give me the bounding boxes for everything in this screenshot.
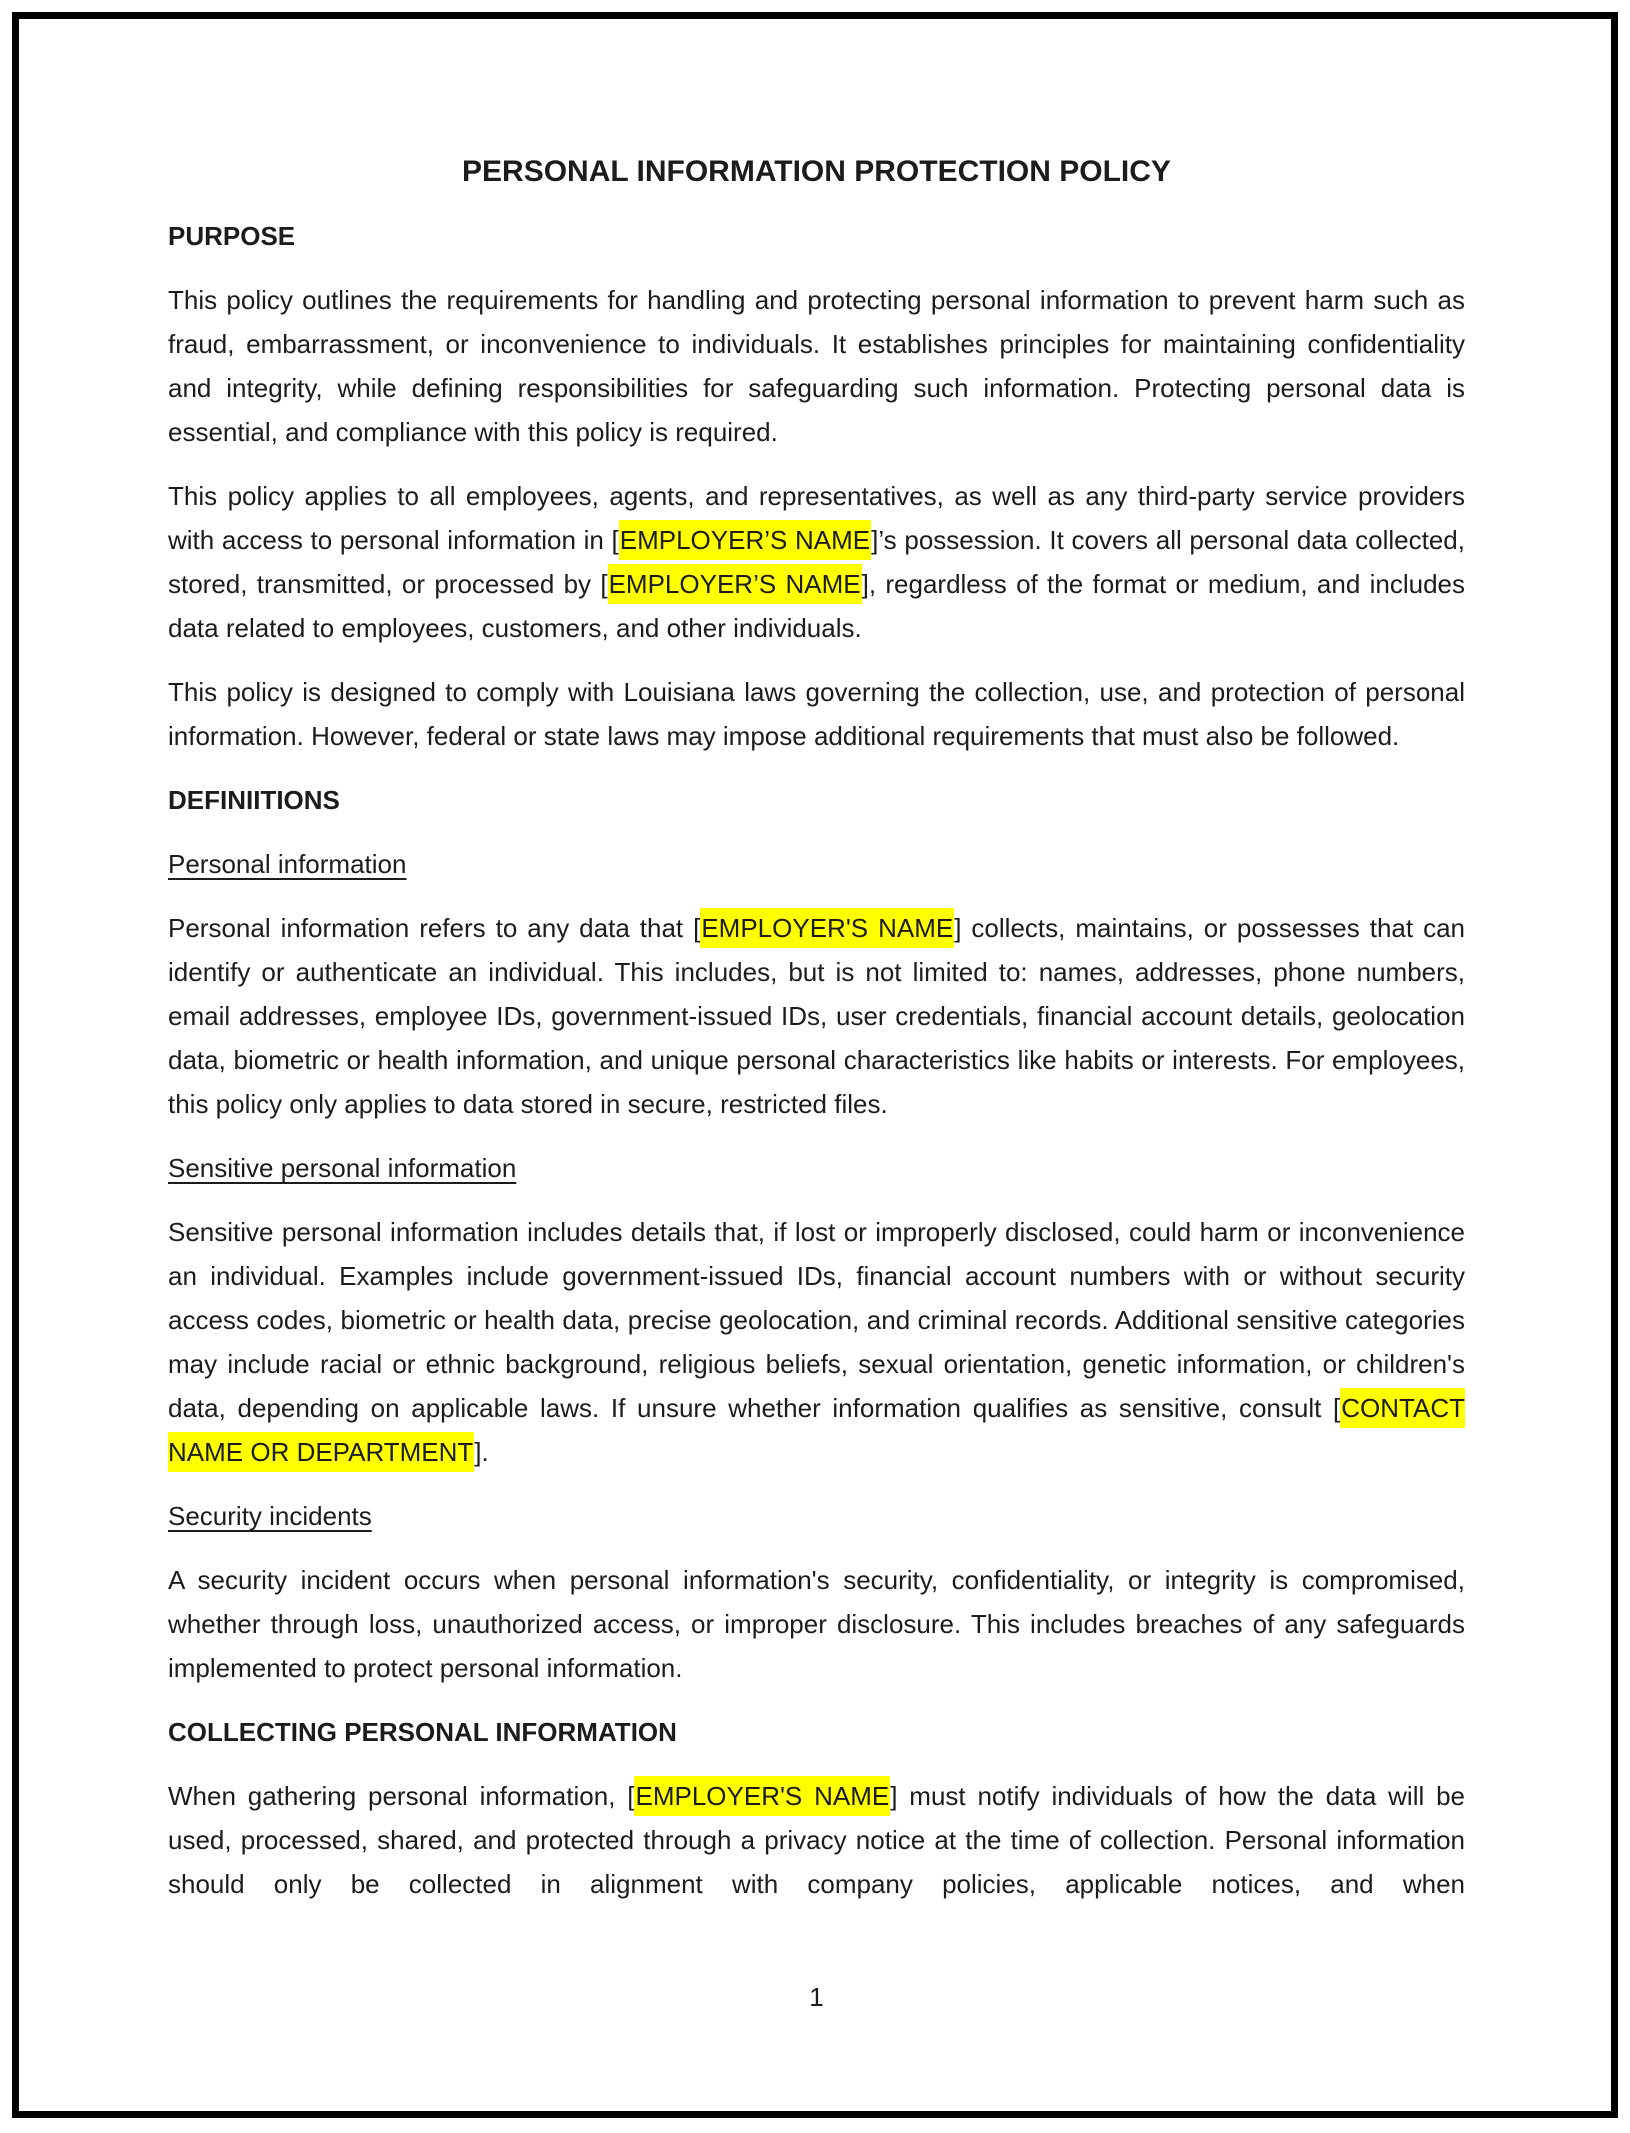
- underlined-text: Security incidents: [168, 1501, 372, 1531]
- paragraph-security-incidents: [168, 1558, 1465, 1690]
- heading-purpose: PURPOSE: [168, 221, 296, 251]
- text-run: ] collects, maintains, or possesses that can identify or authenticate an individual. This includes, but is not limited to: names, addresses, phone numbers, email addresses, employee IDs, government-issued IDs, user credentials, financial account details, geolocation data, biometric or health information, and unique personal characteristics like habits or interests. For employees, this policy only applies to data stored in secure, restricted files.: [168, 913, 1465, 1119]
- page-number: 1: [809, 1982, 824, 2012]
- highlighted-placeholder-employer-name: EMPLOYER'S NAME: [700, 908, 954, 948]
- text-run: ].: [474, 1437, 489, 1467]
- subheading-sensitive-personal-information: [168, 1146, 1465, 1190]
- paragraph-scope: [168, 474, 1465, 650]
- highlighted-placeholder-contact-name: CONTACT NAME OR DEPARTMENT: [168, 1388, 1465, 1472]
- text-run: Personal information refers to any data that [: [168, 913, 701, 943]
- paragraph-collecting-information: [168, 1774, 1465, 1906]
- paragraph-sensitive-information: [168, 1210, 1465, 1474]
- heading-definitions: DEFINIITIONS: [168, 785, 340, 815]
- text-run: This policy outlines the requirements for handling and protecting personal information to prevent harm such as fraud, embarrassment, or inconvenience to individuals. It establishes principles for maintaining confidentiality and integrity, while defining responsibilities for safeguarding such information. Protecting personal data is essential, and compliance with this policy is required.: [168, 285, 1465, 447]
- paragraph-louisiana-law: [168, 670, 1465, 758]
- text-run: This policy applies to all employees, agents, and representatives, as well as any third-party service providers with access to personal information in [: [168, 481, 1465, 555]
- text-run: ]’s possession. It covers all personal data collected, stored, transmitted, or processed by [: [168, 525, 1465, 599]
- highlighted-placeholder-employer-name: EMPLOYER’S NAME: [608, 564, 862, 604]
- paragraph-personal-information: [168, 906, 1465, 1126]
- heading-collecting-personal-information: COLLECTING PERSONAL INFORMATION: [168, 1717, 677, 1747]
- document-title: PERSONAL INFORMATION PROTECTION POLICY: [462, 155, 1171, 188]
- text-run: ] must notify individuals of how the data will be used, processed, shared, and protected through a privacy notice at the time of collection. Personal information should only be collected in alignment with company policies, applicable notices, and when: [168, 1781, 1466, 1899]
- text-run: Sensitive personal information includes details that, if lost or improperly disclosed, could harm or inconvenience an individual. Examples include government-issued IDs, financial account numbers with or without security access codes, biometric or health data, precise geolocation, and criminal records. Additional sensitive categories may include racial or ethnic background, religious beliefs, sexual orientation, genetic information, or children's data, depending on applicable laws. If unsure whether information qualifies as sensitive, consult [: [168, 1217, 1465, 1423]
- subheading-security-incidents: [168, 1494, 1465, 1538]
- highlighted-placeholder-employer-name: EMPLOYER'S NAME: [634, 1776, 890, 1816]
- text-run: ], regardless of the format or medium, and includes data related to employees, customers, and other individuals.: [168, 569, 1465, 643]
- text-run: This policy is designed to comply with Louisiana laws governing the collection, use, and protection of personal information. However, federal or state laws may impose additional requirements that must also be followed.: [168, 677, 1465, 751]
- document-content: [168, 0, 1465, 1926]
- underlined-text: Sensitive personal information: [168, 1153, 517, 1183]
- highlighted-placeholder-employer-name: EMPLOYER’S NAME: [619, 520, 871, 560]
- subheading-personal-information: [168, 842, 1465, 886]
- paragraph-purpose: [168, 278, 1465, 454]
- text-run: When gathering personal information, [: [168, 1781, 635, 1811]
- underlined-text: Personal information: [168, 849, 407, 879]
- text-run: A security incident occurs when personal information's security, confidentiality, or integrity is compromised, whether through loss, unauthorized access, or improper disclosure. This includes breaches of any safeguards implemented to protect personal information.: [168, 1565, 1465, 1683]
